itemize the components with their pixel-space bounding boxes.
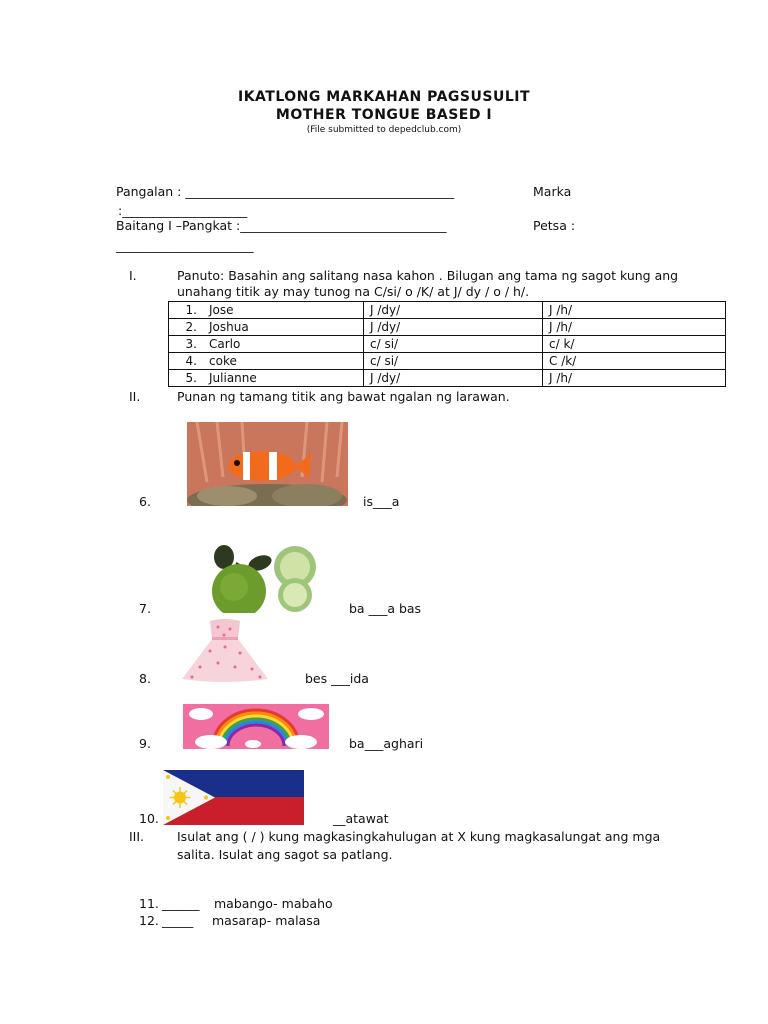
- item-11-text: mabango- mabaho: [214, 896, 333, 911]
- section-1-numeral: I.: [129, 268, 137, 283]
- item-10-number: 10.: [139, 811, 159, 826]
- item-6-number: 6.: [139, 494, 151, 509]
- clownfish-icon: [187, 422, 348, 506]
- item-6-blank: is___a: [363, 494, 400, 509]
- dress-icon: [180, 617, 270, 683]
- item-9-blank: ba___aghari: [349, 736, 424, 751]
- table-row: [169, 353, 726, 370]
- row-number: 3.: [185, 337, 197, 351]
- dress-image: [180, 617, 270, 683]
- row-number: 1.: [185, 303, 197, 317]
- row-number: 4.: [185, 354, 197, 368]
- answer-table: [168, 301, 726, 387]
- item-12-blank[interactable]: _____: [162, 913, 194, 928]
- section-1-instruction: Panuto: Basahin ang salitang nasa kahon . Bilugan ang tama ng sagot kung ang: [177, 268, 679, 283]
- table-row: [169, 319, 726, 336]
- section-1-instruction-2: unahang titik ay may tunog na C/si/ o /K/ at J/ dy / o / h/.: [177, 284, 530, 299]
- section-3-instruction-2: salita. Isulat ang sagot sa patlang.: [177, 847, 393, 862]
- section-3-instruction: Isulat ang ( / ) kung magkasingkahulugan at X kung magkasalungat ang mga: [177, 829, 661, 844]
- item-12-text: masarap- malasa: [212, 913, 321, 928]
- clownfish-image: [187, 422, 348, 506]
- guava-icon: [204, 543, 320, 613]
- name-line: Pangalan : ___________________________________________: [116, 184, 455, 199]
- section-2-numeral: II.: [129, 389, 141, 404]
- option-cell[interactable]: J /h/: [543, 302, 726, 319]
- score-line: :____________________: [118, 203, 248, 218]
- source-note: (File submitted to depedclub.com): [306, 125, 462, 135]
- item-7-number: 7.: [139, 601, 151, 616]
- row-word: Carlo: [209, 337, 241, 351]
- option-cell[interactable]: J /dy/: [364, 302, 543, 319]
- row-number: 2.: [185, 320, 197, 334]
- row-number: 5.: [185, 371, 197, 385]
- section-2-instruction: Punan ng tamang titik ang bawat ngalan ng larawan.: [177, 389, 510, 404]
- table-row: [169, 302, 726, 319]
- item-11-number: 11.: [139, 896, 159, 911]
- item-8-blank: bes ___ida: [305, 671, 369, 686]
- item-11-blank[interactable]: ______: [162, 896, 200, 911]
- item-8-number: 8.: [139, 671, 151, 686]
- score-label: Marka: [533, 184, 572, 199]
- flag-icon: [163, 770, 304, 825]
- option-cell[interactable]: c/ si/: [364, 336, 543, 353]
- option-cell[interactable]: J /dy/: [364, 370, 543, 387]
- row-word: coke: [209, 354, 237, 368]
- item-7-blank: ba ___a bas: [349, 601, 422, 616]
- row-word: Jose: [209, 303, 234, 317]
- option-cell[interactable]: c/ k/: [543, 336, 726, 353]
- option-cell[interactable]: J /h/: [543, 370, 726, 387]
- section-3-numeral: III.: [129, 829, 145, 844]
- date-line: ______________________: [116, 238, 254, 253]
- row-word: Julianne: [209, 371, 257, 385]
- item-12-number: 12.: [139, 913, 159, 928]
- row-word: Joshua: [209, 320, 249, 334]
- date-label: Petsa :: [533, 218, 576, 233]
- table-row: [169, 370, 726, 387]
- table-row: [169, 336, 726, 353]
- grade-section-line: Baitang I –Pangkat :_________________________________: [116, 218, 447, 233]
- option-cell[interactable]: J /h/: [543, 319, 726, 336]
- rainbow-icon: [183, 704, 329, 749]
- item-10-blank: __atawat: [333, 811, 389, 826]
- option-cell[interactable]: c/ si/: [364, 353, 543, 370]
- page-title: IKATLONG MARKAHAN PAGSUSULIT: [237, 89, 531, 105]
- guava-image: [204, 543, 320, 613]
- option-cell[interactable]: C /k/: [543, 353, 726, 370]
- option-cell[interactable]: J /dy/: [364, 319, 543, 336]
- item-9-number: 9.: [139, 736, 151, 751]
- page-subtitle: MOTHER TONGUE BASED I: [275, 107, 493, 123]
- philippine-flag-image: [163, 770, 304, 825]
- rainbow-image: [183, 704, 329, 749]
